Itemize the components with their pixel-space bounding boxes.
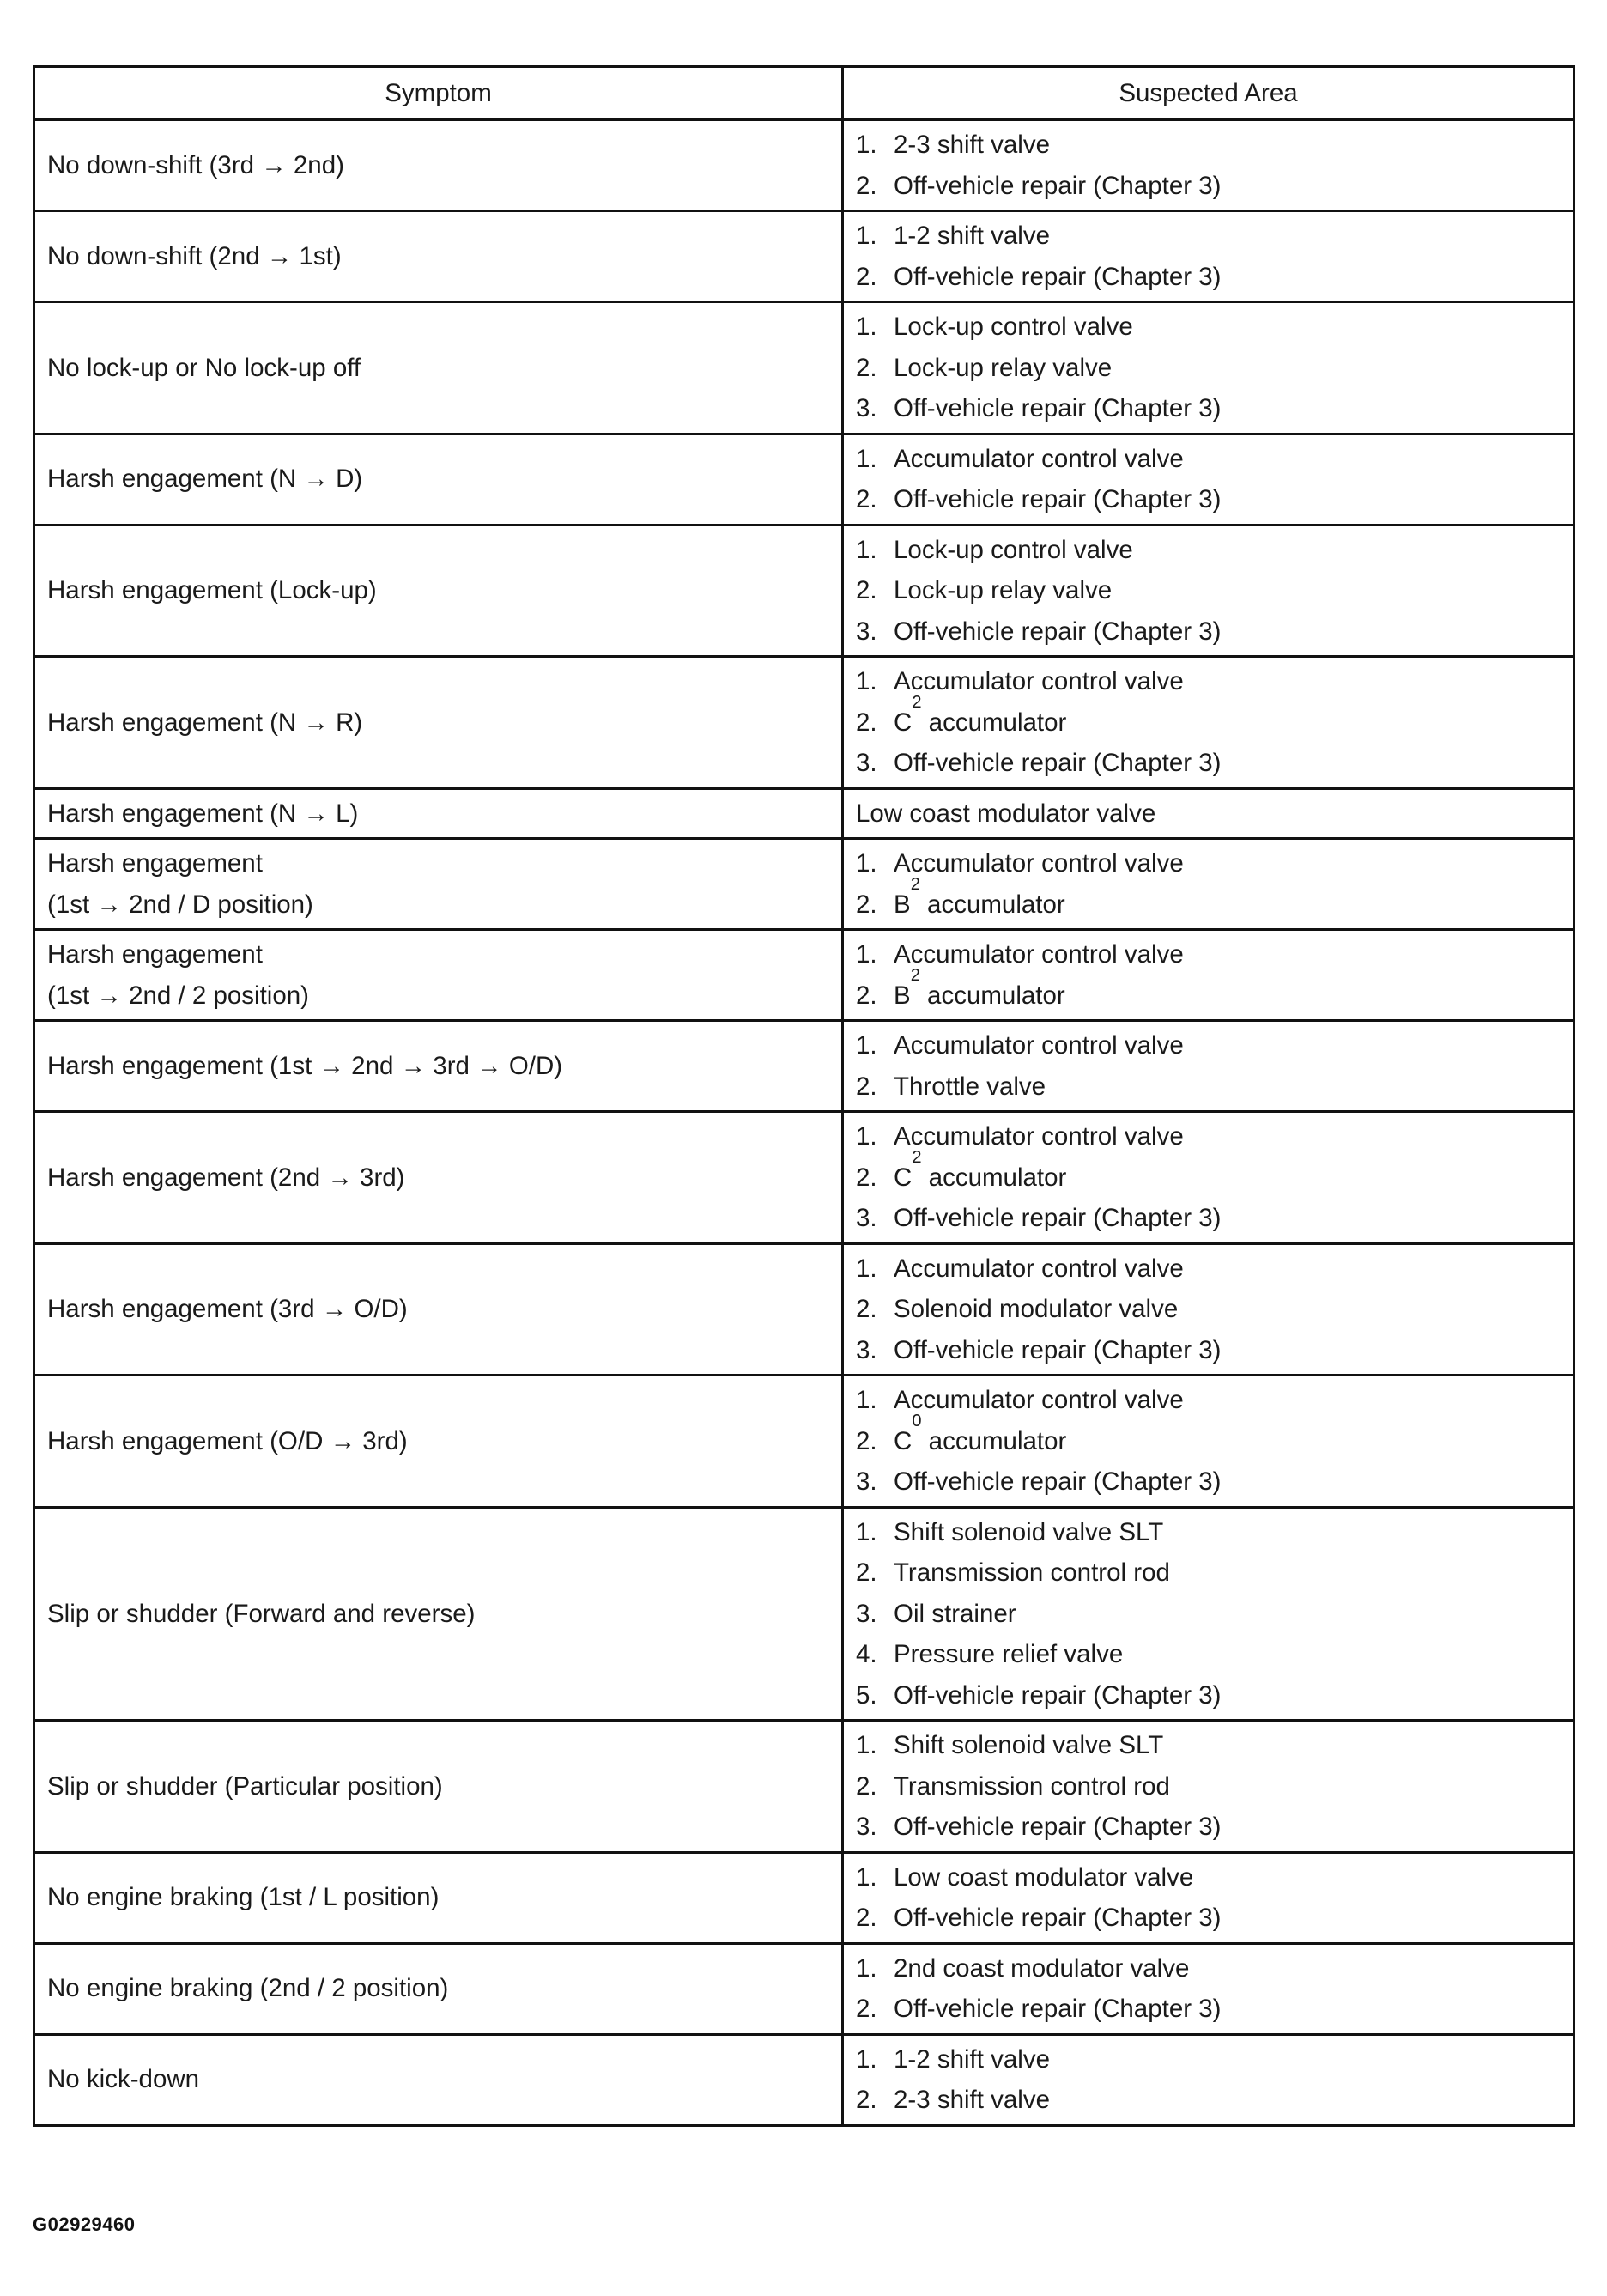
- suspected-area-item: [856, 611, 1561, 653]
- item-number: 2.: [856, 981, 877, 1010]
- item-number: 1.: [856, 1517, 877, 1546]
- suspected-area-item: [856, 2080, 1561, 2121]
- item-text: Transmission control rod: [894, 1558, 1170, 1587]
- suspected-area-item: [856, 479, 1561, 520]
- item-text: Pressure relief valve: [894, 1640, 1124, 1668]
- symptom-text: Harsh engagement (O/D → 3rd): [47, 1426, 408, 1455]
- item-text-suffix: accumulator: [921, 1163, 1067, 1192]
- suspected-area-cell: [843, 1507, 1574, 1721]
- item-number: 3.: [856, 617, 877, 646]
- item-number: 1.: [856, 444, 877, 473]
- symptom-text: No kick-down: [47, 2065, 200, 2094]
- item-text: Accumulator control valve: [894, 940, 1184, 969]
- suspected-area-cell: [843, 1943, 1574, 2034]
- item-number: 1.: [856, 313, 877, 341]
- item-number: 2.: [856, 2086, 877, 2114]
- suspected-area-item: [856, 692, 1561, 744]
- suspected-area-item: [856, 2039, 1561, 2080]
- item-text: 1-2 shift valve: [894, 2044, 1050, 2074]
- table-row: [34, 657, 1574, 789]
- suspected-area-cell: [843, 1112, 1574, 1244]
- item-text: 2-3 shift valve: [894, 131, 1050, 159]
- suspected-area-cell: [843, 2034, 1574, 2125]
- table-row: [34, 1943, 1574, 2034]
- item-text: Off-vehicle repair (Chapter 3): [894, 749, 1222, 777]
- symptom-cell: [34, 930, 843, 1021]
- suspected-area-item: [856, 1766, 1561, 1807]
- table-body: [34, 120, 1574, 2126]
- table-row: [34, 2034, 1574, 2125]
- symptom-cell: [34, 839, 843, 930]
- symptom-cell: [34, 657, 843, 789]
- item-text: Off-vehicle repair (Chapter 3): [894, 1995, 1222, 2023]
- suspected-area-item: [856, 1807, 1561, 1848]
- symptom-text: No engine braking (1st / L position): [47, 1883, 440, 1912]
- symptom-text: Harsh engagement: [47, 849, 263, 878]
- item-text: Accumulator control valve: [894, 1031, 1184, 1060]
- symptom-text: No lock-up or No lock-up off: [47, 353, 361, 382]
- suspected-area-item: [856, 1857, 1561, 1898]
- suspected-area-item: [856, 1948, 1561, 1989]
- suspected-area-item: [856, 1989, 1561, 2030]
- item-text: Accumulator control valve: [894, 667, 1184, 695]
- item-number: 2.: [856, 1072, 877, 1101]
- item-number: 3.: [856, 1813, 877, 1841]
- item-subscript: 2: [910, 874, 920, 894]
- symptom-cell: [34, 525, 843, 657]
- item-text-suffix: accumulator: [921, 1426, 1067, 1455]
- item-number: 1.: [856, 1254, 877, 1283]
- suspected-area-item: [856, 1594, 1561, 1635]
- item-text: Solenoid modulator valve: [894, 1295, 1179, 1323]
- item-number: 2.: [856, 1904, 877, 1932]
- item-number: 1.: [856, 1862, 877, 1892]
- item-text: 2-3 shift valve: [894, 2086, 1050, 2114]
- item-text: Low coast modulator valve: [894, 1862, 1194, 1892]
- suspected-area-item: [856, 439, 1561, 480]
- suspected-area-item: [856, 934, 1561, 975]
- item-text: Off-vehicle repair (Chapter 3): [894, 1813, 1222, 1841]
- suspected-area-item: [856, 1898, 1561, 1939]
- symptom-text: (1st → 2nd / 2 position): [47, 981, 309, 1010]
- item-number: 2.: [856, 1295, 877, 1323]
- item-text: Off-vehicle repair (Chapter 3): [894, 394, 1222, 422]
- item-text: C: [894, 1426, 913, 1455]
- item-number: 3.: [856, 1335, 877, 1364]
- item-number: 3.: [856, 1599, 877, 1628]
- symptom-table: [33, 65, 1575, 2127]
- symptom-cell: [34, 120, 843, 211]
- item-text: Low coast modulator valve: [856, 799, 1156, 828]
- item-subscript: 2: [910, 965, 920, 985]
- item-number: 5.: [856, 1680, 877, 1710]
- suspected-area-item: [856, 388, 1561, 429]
- suspected-area-cell: [843, 1376, 1574, 1508]
- suspected-area-cell: [843, 120, 1574, 211]
- symptom-cell: [34, 434, 843, 525]
- symptom-text: No down-shift (3rd → 2nd): [47, 150, 344, 179]
- symptom-cell: [34, 788, 843, 839]
- suspected-area-item: [856, 307, 1561, 348]
- suspected-area-item: [856, 1512, 1561, 1553]
- item-text-suffix: accumulator: [919, 981, 1065, 1010]
- table-row: [34, 302, 1574, 434]
- suspected-area-item: [856, 530, 1561, 571]
- suspected-area-cell: [843, 657, 1574, 789]
- item-subscript: 2: [912, 692, 922, 712]
- item-text: C: [894, 1163, 913, 1192]
- symptom-text: Harsh engagement (N → D): [47, 465, 363, 494]
- item-text: Off-vehicle repair (Chapter 3): [894, 262, 1222, 291]
- suspected-area-item: [856, 1066, 1561, 1108]
- symptom-cell: [34, 1112, 843, 1244]
- item-text-suffix: accumulator: [921, 708, 1067, 737]
- table-row: [34, 434, 1574, 525]
- item-text: Lock-up control valve: [894, 535, 1133, 564]
- suspected-area-item: [856, 1675, 1561, 1716]
- item-number: 1.: [856, 667, 877, 695]
- symptom-cell: [34, 1721, 843, 1853]
- suspected-area-item: [856, 1025, 1561, 1066]
- suspected-area-item: [856, 1330, 1561, 1371]
- suspected-area-item: [856, 743, 1561, 784]
- item-number: 1.: [856, 1731, 877, 1759]
- suspected-area-item: [856, 661, 1561, 702]
- item-text: Oil strainer: [894, 1599, 1016, 1628]
- item-text: Off-vehicle repair (Chapter 3): [894, 1204, 1222, 1232]
- item-number: 3.: [856, 1204, 877, 1232]
- item-text: Off-vehicle repair (Chapter 3): [894, 617, 1222, 646]
- suspected-area-item: [856, 1552, 1561, 1594]
- item-text: Lock-up relay valve: [894, 576, 1113, 604]
- table-row: [34, 1721, 1574, 1853]
- symptom-text: (1st → 2nd / D position): [47, 890, 313, 919]
- suspected-area-item: [856, 1147, 1561, 1199]
- item-number: 1.: [856, 535, 877, 564]
- item-number: 1.: [856, 940, 877, 969]
- suspected-area-cell: [843, 525, 1574, 657]
- item-text: C: [894, 708, 913, 737]
- item-number: 1.: [856, 1122, 877, 1151]
- item-number: 2.: [856, 485, 877, 513]
- symptom-cell: [34, 1243, 843, 1376]
- symptom-cell: [34, 1852, 843, 1943]
- item-number: 2.: [856, 262, 877, 291]
- suspected-area-cell: [843, 302, 1574, 434]
- item-number: 2.: [856, 1163, 877, 1192]
- symptom-cell: [34, 1943, 843, 2034]
- suspected-area-item: [856, 874, 1561, 926]
- suspected-area-cell: [843, 434, 1574, 525]
- suspected-area-cell: [843, 930, 1574, 1021]
- item-number: 2.: [856, 1771, 877, 1801]
- item-number: 2.: [856, 890, 877, 919]
- suspected-area-item: [856, 166, 1561, 207]
- item-text: Off-vehicle repair (Chapter 3): [894, 1680, 1222, 1710]
- suspected-area-item: [856, 1725, 1561, 1766]
- symptom-column-header: Symptom: [34, 67, 843, 120]
- suspected-area-item: [856, 216, 1561, 257]
- symptom-text: Slip or shudder (Particular position): [47, 1771, 443, 1801]
- suspected-area-cell: [843, 839, 1574, 930]
- symptom-cell: [34, 1376, 843, 1508]
- item-number: 3.: [856, 749, 877, 777]
- suspected-area-column-header: Suspected Area: [843, 67, 1574, 120]
- item-number: 1.: [856, 849, 877, 878]
- table-row: [34, 1243, 1574, 1376]
- item-number: 2.: [856, 1558, 877, 1587]
- suspected-area-item: [856, 1411, 1561, 1462]
- item-number: 1.: [856, 1953, 877, 1983]
- symptom-cell: [34, 2034, 843, 2125]
- item-number: 1.: [856, 1031, 877, 1060]
- symptom-text: No engine braking (2nd / 2 position): [47, 1974, 449, 2003]
- table-row: [34, 1021, 1574, 1112]
- symptom-text: No down-shift (2nd → 1st): [47, 241, 342, 270]
- suspected-area-item: [856, 1461, 1561, 1503]
- item-number: 3.: [856, 394, 877, 422]
- item-text: Lock-up control valve: [894, 313, 1133, 341]
- item-text: Off-vehicle repair (Chapter 3): [894, 1335, 1222, 1364]
- item-text: B: [894, 890, 911, 919]
- item-number: 2.: [856, 1995, 877, 2023]
- suspected-area-cell: [843, 1243, 1574, 1376]
- table-row: [34, 1852, 1574, 1943]
- suspected-area-item: [856, 1289, 1561, 1330]
- item-number: 2.: [856, 171, 877, 200]
- symptom-cell: [34, 1507, 843, 1721]
- table-row: [34, 1112, 1574, 1244]
- suspected-area-item: [856, 257, 1561, 298]
- suspected-area-item: [856, 125, 1561, 166]
- item-text: Off-vehicle repair (Chapter 3): [894, 1904, 1222, 1932]
- table-row: [34, 211, 1574, 302]
- table-row: [34, 525, 1574, 657]
- item-text-suffix: accumulator: [919, 890, 1065, 919]
- symptom-text: Harsh engagement (1st → 2nd → 3rd → O/D): [47, 1051, 563, 1080]
- figure-code: G02929460: [33, 2214, 136, 2235]
- item-number: 1.: [856, 131, 877, 159]
- table-header-row: [34, 67, 1574, 120]
- item-text: Lock-up relay valve: [894, 353, 1113, 382]
- item-text: Accumulator control valve: [894, 1254, 1184, 1283]
- item-text: Accumulator control valve: [894, 849, 1184, 878]
- item-text: Accumulator control valve: [894, 444, 1184, 473]
- suspected-area-item: [856, 793, 1561, 835]
- suspected-area-cell: [843, 788, 1574, 839]
- item-text: B: [894, 981, 911, 1010]
- item-text: 2nd coast modulator valve: [894, 1953, 1190, 1983]
- table-row: [34, 1376, 1574, 1508]
- item-number: 2.: [856, 1426, 877, 1455]
- item-text: Transmission control rod: [894, 1771, 1170, 1801]
- item-text: Shift solenoid valve SLT: [894, 1517, 1164, 1546]
- item-number: 1.: [856, 1386, 877, 1414]
- symptom-text: Harsh engagement (N → L): [47, 799, 359, 828]
- symptom-text: Harsh engagement: [47, 940, 263, 969]
- suspected-area-item: [856, 1116, 1561, 1157]
- suspected-area-item: [856, 1198, 1561, 1239]
- symptom-cell: [34, 302, 843, 434]
- item-number: 1.: [856, 2044, 877, 2074]
- suspected-area-item: [856, 1380, 1561, 1421]
- table-row: [34, 788, 1574, 839]
- symptom-cell: [34, 211, 843, 302]
- item-text: Off-vehicle repair (Chapter 3): [894, 1467, 1222, 1496]
- item-number: 4.: [856, 1640, 877, 1668]
- suspected-area-item: [856, 348, 1561, 389]
- table-row: [34, 839, 1574, 930]
- suspected-area-item: [856, 965, 1561, 1017]
- item-subscript: 0: [912, 1411, 922, 1430]
- symptom-text: Harsh engagement (N → R): [47, 708, 363, 737]
- suspected-area-item: [856, 843, 1561, 884]
- suspected-area-cell: [843, 211, 1574, 302]
- suspected-area-item: [856, 1634, 1561, 1675]
- item-text: Off-vehicle repair (Chapter 3): [894, 485, 1222, 513]
- table-row: [34, 120, 1574, 211]
- table-row: [34, 1507, 1574, 1721]
- item-text: Accumulator control valve: [894, 1386, 1184, 1414]
- item-number: 2.: [856, 576, 877, 604]
- table-row: [34, 930, 1574, 1021]
- item-text: 1-2 shift valve: [894, 222, 1050, 250]
- item-subscript: 2: [912, 1147, 922, 1167]
- symptom-text: Harsh engagement (2nd → 3rd): [47, 1163, 405, 1192]
- symptom-cell: [34, 1021, 843, 1112]
- suspected-area-item: [856, 570, 1561, 611]
- item-number: 1.: [856, 222, 877, 250]
- symptom-text: Slip or shudder (Forward and reverse): [47, 1599, 476, 1628]
- item-text: Off-vehicle repair (Chapter 3): [894, 171, 1222, 200]
- item-number: 3.: [856, 1467, 877, 1496]
- symptom-text: Harsh engagement (Lock-up): [47, 576, 377, 604]
- symptom-text: Harsh engagement (3rd → O/D): [47, 1295, 408, 1323]
- item-text: Accumulator control valve: [894, 1122, 1184, 1151]
- item-text: Throttle valve: [894, 1072, 1046, 1101]
- suspected-area-cell: [843, 1721, 1574, 1853]
- suspected-area-item: [856, 1248, 1561, 1290]
- item-number: 2.: [856, 353, 877, 382]
- suspected-area-cell: [843, 1852, 1574, 1943]
- item-number: 2.: [856, 708, 877, 737]
- item-text: Shift solenoid valve SLT: [894, 1731, 1164, 1759]
- suspected-area-cell: [843, 1021, 1574, 1112]
